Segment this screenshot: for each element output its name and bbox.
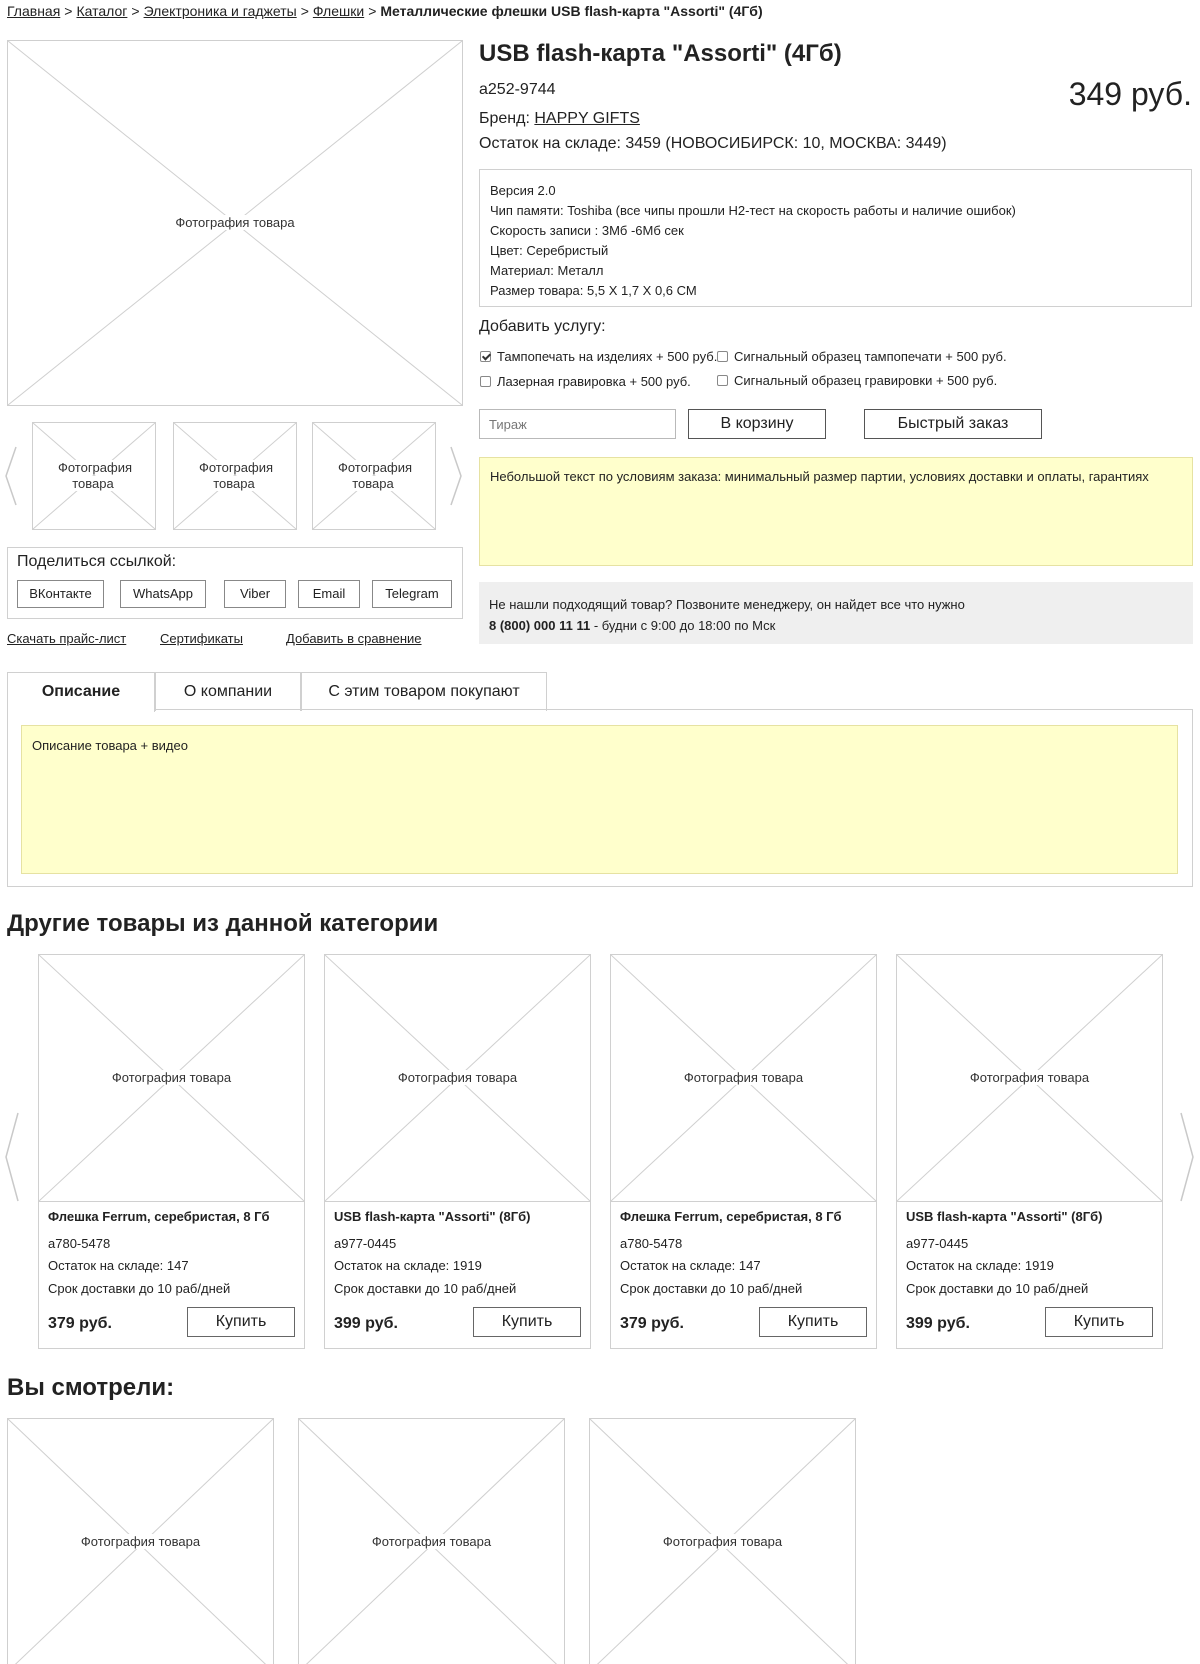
product-card[interactable] [896,954,1163,1349]
breadcrumb-catalog[interactable]: Каталог [76,3,128,19]
image-label: Фотография товара [662,1533,783,1549]
thumbnail-label: Фотография товара [198,460,274,491]
product-card-stock: Остаток на складе: 147 [48,1258,189,1273]
service-pad-printing[interactable] [480,349,717,364]
product-card-image[interactable] [611,955,876,1202]
buy-button[interactable]: Купить [187,1307,295,1337]
brand-label: Бренд: [479,110,530,127]
breadcrumb-separator: > [64,3,73,19]
product-card-price: 399 руб. [334,1315,398,1332]
breadcrumb-separator: > [300,3,309,19]
viewed-product-image[interactable] [7,1418,274,1664]
help-text: Не нашли подходящий товар? Позвоните менеджеру, он найдет все что нужно [489,597,965,612]
thumbs-next-arrow-icon[interactable] [450,446,462,506]
product-card-price: 399 руб. [906,1315,970,1332]
share-block [7,547,463,619]
thumbnail-image[interactable] [173,422,297,530]
breadcrumb [7,2,763,20]
buy-button[interactable]: Купить [473,1307,581,1337]
product-card[interactable] [38,954,305,1349]
service-pad-printing-sample[interactable] [717,349,1007,364]
quantity-input[interactable] [479,409,676,439]
product-card-price: 379 руб. [620,1315,684,1332]
spec-line: Размер товара: 5,5 Х 1,7 Х 0,6 СМ [490,283,697,298]
thumbnail-label: Фотография товара [57,460,133,491]
related-next-arrow-icon[interactable] [1180,1112,1194,1202]
product-card-delivery: Срок доставки до 10 раб/дней [48,1281,231,1296]
product-stock: Остаток на складе: 3459 (НОВОСИБИРСК: 10, МОСКВА: 3449) [479,135,947,152]
tab-description[interactable]: Описание [7,672,155,712]
share-viber-button[interactable]: Viber [224,580,286,608]
product-card-name[interactable]: USB flash-карта "Assorti" (8Гб) [906,1209,1103,1224]
order-conditions: Небольшой текст по условиям заказа: минимальный размер партии, условиях доставки и оплаты, гарантиях [479,457,1193,566]
buy-button[interactable]: Купить [759,1307,867,1337]
breadcrumb-electronics[interactable]: Электроника и гаджеты [143,3,297,19]
add-to-cart-button[interactable]: В корзину [688,409,826,439]
checkbox[interactable] [480,376,491,387]
checkbox[interactable] [717,375,728,386]
product-card-sku: a977-0445 [906,1236,969,1251]
image-label: Фотография товара [175,215,295,230]
spec-line: Материал: Металл [490,263,604,278]
service-label: Тампопечать на изделиях + 500 руб. [497,349,718,364]
product-card-delivery: Срок доставки до 10 раб/дней [334,1281,517,1296]
spec-line: Цвет: Серебристый [490,243,609,258]
thumbnail-label: Фотография товара [337,460,413,491]
description-content: Описание товара + видео [21,725,1178,874]
service-laser-engraving[interactable] [480,374,691,389]
product-card-name[interactable]: Флешка Ferrum, серебристая, 8 Гб [620,1209,842,1224]
service-label: Лазерная гравировка + 500 руб. [497,374,691,389]
spec-line: Чип памяти: Toshiba (все чипы прошли H2-тест на скорость работы и наличие ошибок) [490,203,1016,218]
related-prev-arrow-icon[interactable] [5,1112,19,1202]
product-card[interactable] [324,954,591,1349]
tab-bought-together[interactable]: С этим товаром покупают [301,672,547,711]
buy-button[interactable]: Купить [1045,1307,1153,1337]
quick-order-button[interactable]: Быстрый заказ [864,409,1042,439]
share-telegram-button[interactable]: Telegram [372,580,452,608]
service-label: Сигнальный образец гравировки + 500 руб. [734,373,998,388]
viewed-product-image[interactable] [589,1418,856,1664]
help-phone[interactable]: 8 (800) 000 11 11 [489,618,591,633]
checkbox[interactable] [717,351,728,362]
image-label: Фотография товара [683,1070,804,1085]
thumbs-prev-arrow-icon[interactable] [5,446,17,506]
product-card-stock: Остаток на складе: 147 [620,1258,761,1273]
product-card-sku: a780-5478 [48,1236,111,1251]
checkbox-checked[interactable] [480,351,491,362]
product-card-name[interactable]: USB flash-карта "Assorti" (8Гб) [334,1209,531,1224]
product-card-sku: a780-5478 [620,1236,683,1251]
share-vk-button[interactable]: ВКонтакте [17,580,104,608]
thumbnail-image[interactable] [32,422,156,530]
product-card-delivery: Срок доставки до 10 раб/дней [620,1281,803,1296]
product-card-stock: Остаток на складе: 1919 [906,1258,1054,1273]
product-sku: a252-9744 [479,81,556,98]
product-specs [479,169,1192,307]
breadcrumb-current: Металлические флешки USB flash-карта "Assorti" (4Гб) [380,3,763,19]
product-card-name[interactable]: Флешка Ferrum, серебристая, 8 Гб [48,1209,270,1224]
product-card[interactable] [610,954,877,1349]
breadcrumb-separator: > [131,3,140,19]
product-card-stock: Остаток на складе: 1919 [334,1258,482,1273]
certificates-link[interactable]: Сертификаты [160,631,243,646]
help-hours: - будни с 9:00 до 18:00 по Мск [590,618,776,633]
service-engraving-sample[interactable] [717,373,997,388]
breadcrumb-home[interactable]: Главная [7,3,61,19]
service-label: Сигнальный образец тампопечати + 500 руб. [734,349,1007,364]
image-label: Фотография товара [111,1070,232,1085]
product-price: 349 руб. [1068,76,1192,112]
services-title: Добавить услугу: [479,318,606,335]
product-card-image[interactable] [39,955,304,1202]
product-card-delivery: Срок доставки до 10 раб/дней [906,1281,1089,1296]
compare-link[interactable]: Добавить в сравнение [286,631,422,646]
share-email-button[interactable]: Email [298,580,360,608]
product-title: USB flash-карта "Assorti" (4Гб) [479,40,842,67]
spec-line: Скорость записи : 3Мб -6Мб сек [490,223,684,238]
share-whatsapp-button[interactable]: WhatsApp [120,580,206,608]
share-title: Поделиться ссылкой: [17,553,177,570]
main-product-image[interactable] [7,40,463,406]
image-label: Фотография товара [969,1070,1090,1085]
product-card-image[interactable] [897,955,1162,1202]
viewed-product-image[interactable] [298,1418,565,1664]
tab-about-company[interactable]: О компании [155,672,301,711]
manager-help [479,582,1193,644]
brand-link[interactable]: HAPPY GIFTS [534,110,640,127]
breadcrumb-separator: > [368,3,377,19]
product-links [7,631,463,649]
spec-line: Версия 2.0 [490,183,556,198]
product-card-sku: a977-0445 [334,1236,397,1251]
viewed-title: Вы смотрели: [7,1374,175,1401]
product-card-image[interactable] [325,955,590,1202]
related-title: Другие товары из данной категории [7,910,439,937]
image-label: Фотография товара [371,1533,492,1549]
image-label: Фотография товара [80,1533,201,1549]
thumbnail-image[interactable] [312,422,436,530]
product-brand [479,110,640,128]
image-label: Фотография товара [397,1070,518,1085]
price-list-link[interactable]: Скачать прайс-лист [7,631,127,646]
product-card-price: 379 руб. [48,1315,112,1332]
breadcrumb-flash[interactable]: Флешки [312,3,365,19]
